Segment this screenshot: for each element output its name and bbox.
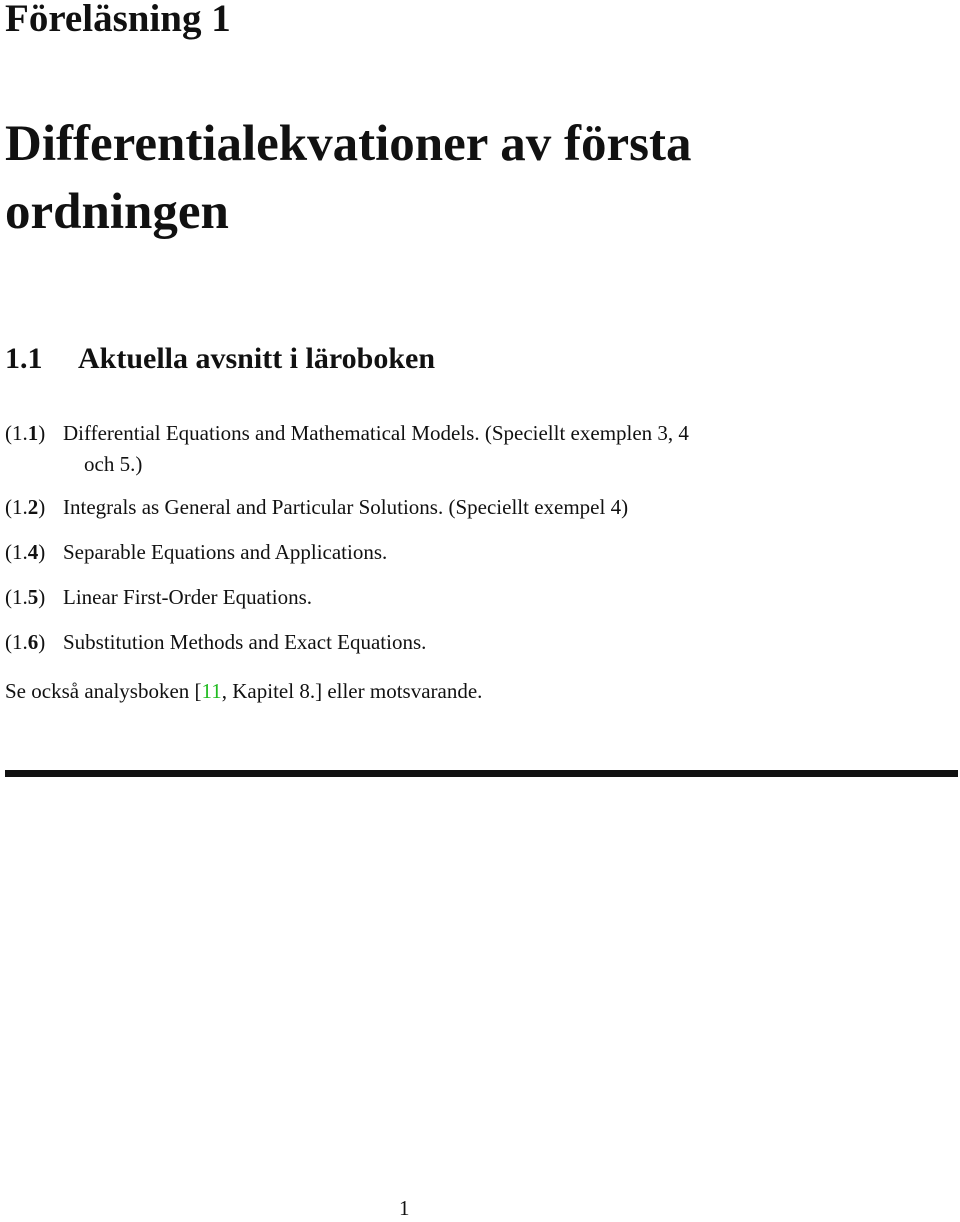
lecture-label: Föreläsning 1 (5, 0, 231, 40)
reference-item (5, 582, 905, 613)
reference-text: Differential Equations and Mathematical Models. (Speciellt exemplen 3, 4 (63, 421, 689, 445)
reference-item (5, 418, 905, 480)
reference-item (5, 537, 905, 568)
reference-number: (1.1) (5, 421, 46, 445)
reference-text: Substitution Methods and Exact Equations. (63, 630, 427, 654)
section-title: Aktuella avsnitt i läroboken (78, 342, 435, 375)
citation-link[interactable]: 11 (201, 679, 222, 703)
reference-number: (1.5) (5, 585, 46, 609)
chapter-title: Differentialekvationer av första ordningen (5, 116, 692, 240)
reference-number: (1.2) (5, 495, 46, 519)
section-number: 1.1 (5, 342, 43, 375)
reference-text: Linear First-Order Equations. (63, 585, 313, 609)
reference-item (5, 627, 905, 658)
horizontal-rule (5, 770, 958, 777)
reference-text: Separable Equations and Applications. (63, 540, 388, 564)
reference-text-continued: och 5.) (84, 452, 143, 476)
see-also-note: Se också analysboken [11, Kapitel 8.] eller motsvarande. (5, 679, 483, 703)
reference-list (5, 418, 905, 672)
section-heading (5, 340, 435, 378)
reference-number: (1.6) (5, 630, 46, 654)
reference-number: (1.4) (5, 540, 46, 564)
page-number: 1 (399, 1196, 410, 1220)
reference-text: Integrals as General and Particular Solutions. (Speciellt exempel 4) (63, 495, 629, 519)
reference-item (5, 492, 905, 523)
